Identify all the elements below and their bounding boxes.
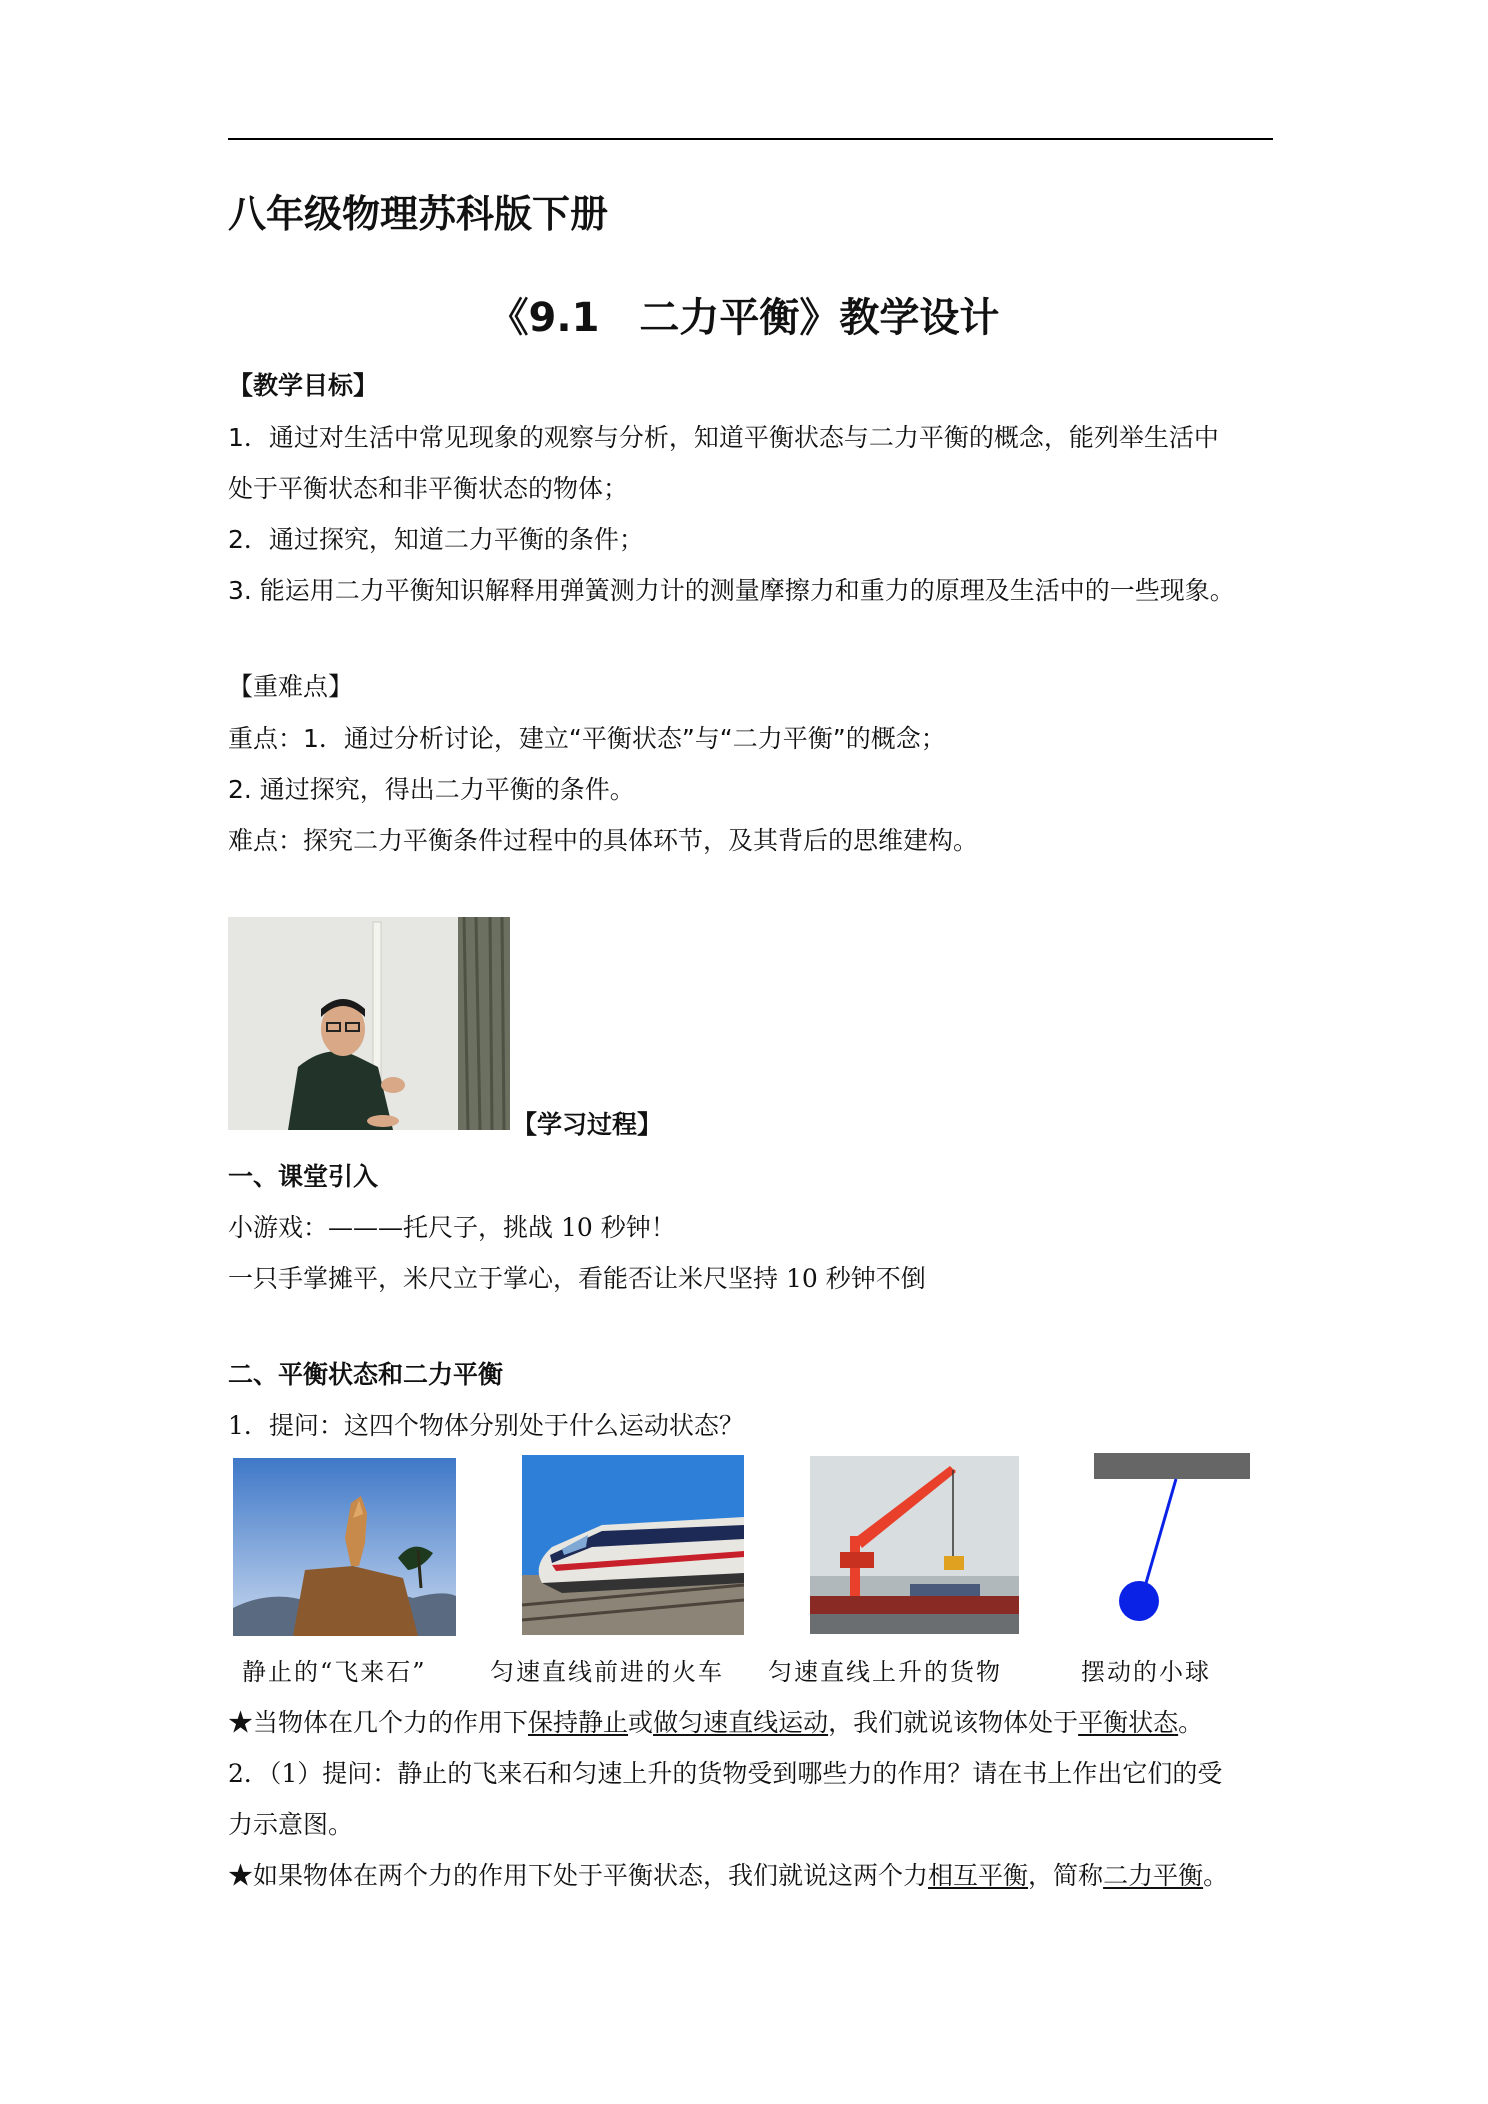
teacher-photo [228,917,510,1130]
underlined-term: 二力平衡 [1103,1861,1204,1890]
objective-2: 2．通过探究，知道二力平衡的条件； [228,525,644,554]
definition-balance-state: ★当物体在几个力的作用下保持静止或做匀速直线运动，我们就说该物体处于平衡状态。 [228,1708,1204,1737]
star-icon: ★ [228,1861,254,1890]
key-point-1: 重点：1．通过分析讨论，建立“平衡状态”与“二力平衡”的概念； [228,724,946,753]
section-1-heading: 一、课堂引入 [228,1162,379,1191]
pendulum-diagram [1084,1453,1254,1633]
difficulty: 难点：探究二力平衡条件过程中的具体环节，及其背后的思维建构。 [228,826,979,855]
key-point-2: 2. 通过探究，得出二力平衡的条件。 [228,775,635,804]
objectives-heading: 【教学目标】 [228,371,379,400]
underlined-term: 保持静止 [528,1708,629,1737]
grade-title: 八年级物理苏科版下册 [228,192,609,236]
question-1: 1．提问：这四个物体分别处于什么运动状态？ [228,1411,744,1440]
game-line-1: 小游戏：———托尺子，挑战 10 秒钟！ [228,1213,676,1242]
underlined-term: 做匀速直线运动 [653,1708,829,1737]
objective-1-line-1: 1．通过对生活中常见现象的观察与分析，知道平衡状态与二力平衡的概念，能列举生活中 [228,423,1219,452]
caption-train: 匀速直线前进的火车 [490,1658,724,1686]
flying-rock-photo [233,1458,456,1636]
train-photo [522,1455,744,1635]
section-2-heading: 二、平衡状态和二力平衡 [228,1360,504,1389]
key-points-heading: 【重难点】 [228,672,354,701]
question-2-line-1: 2．（1）提问：静止的飞来石和匀速上升的货物受到哪些力的作用？请在书上作出它们的受 [228,1759,1223,1788]
crane-photo [810,1456,1019,1634]
lesson-title: 《9.1 二力平衡》教学设计 [488,295,1000,341]
process-heading: 【学习过程】 [512,1110,663,1139]
game-line-2: 一只手掌摊平，米尺立于掌心，看能否让米尺坚持 10 秒钟不倒 [228,1264,926,1293]
objective-1-line-2: 处于平衡状态和非平衡状态的物体； [228,474,629,503]
header-rule [228,138,1273,140]
definition-two-force-balance: ★如果物体在两个力的作用下处于平衡状态，我们就说这两个力相互平衡，简称二力平衡。 [228,1861,1229,1890]
underlined-term: 平衡状态 [1078,1708,1179,1737]
underlined-term: 相互平衡 [928,1861,1029,1890]
caption-flying-rock: 静止的“飞来石” [242,1658,427,1686]
objective-3: 3. 能运用二力平衡知识解释用弹簧测力计的测量摩擦力和重力的原理及生活中的一些现象。 [228,576,1235,605]
caption-pendulum: 摆动的小球 [1081,1658,1211,1686]
question-2-line-2: 力示意图。 [228,1810,354,1839]
star-icon: ★ [228,1708,254,1737]
caption-cargo: 匀速直线上升的货物 [768,1658,1002,1686]
